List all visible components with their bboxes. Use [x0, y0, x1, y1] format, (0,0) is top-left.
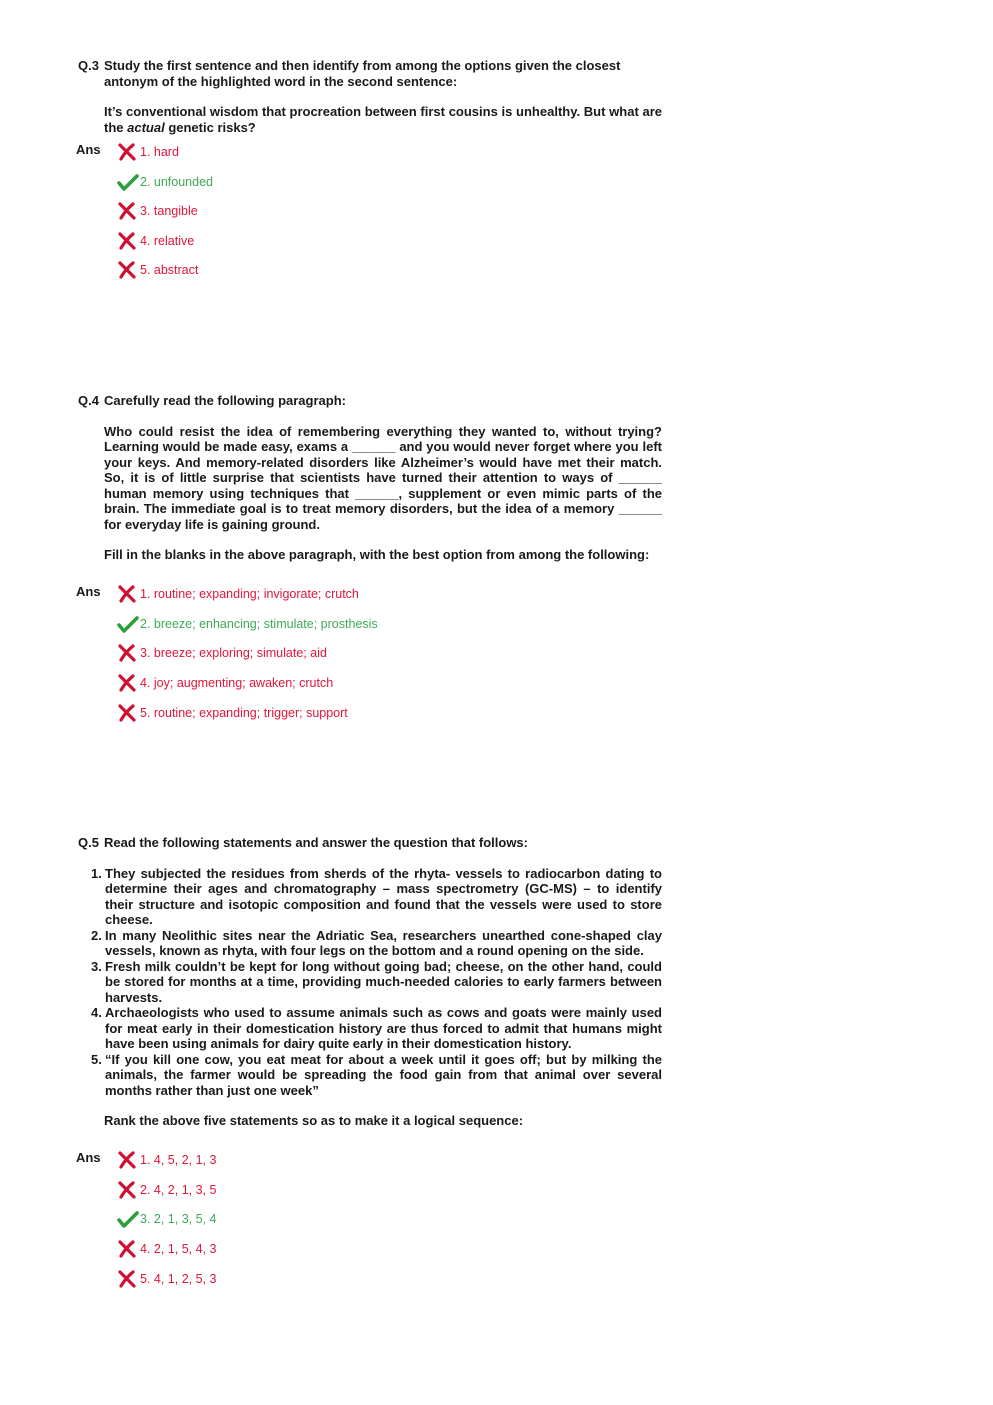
- question-instruction: Rank the above five statements so as to make it a logical sequence:: [104, 1113, 524, 1128]
- option-1[interactable]: 1. routine; expanding; invigorate; crutch: [116, 584, 359, 604]
- option-1[interactable]: 1. hard: [116, 142, 179, 162]
- statement-list: [65, 866, 662, 1099]
- cross-mark-icon: [116, 643, 140, 663]
- option-2[interactable]: 2. unfounded: [116, 172, 213, 192]
- question-5: [78, 835, 662, 1129]
- highlighted-word: actual: [127, 119, 165, 135]
- question-prompt: Read the following statements and answer the question that follows:: [104, 835, 528, 850]
- cross-mark-icon: [116, 1239, 140, 1259]
- option-3[interactable]: 3. breeze; exploring; simulate; aid: [116, 643, 327, 663]
- answer-label: Ans: [76, 142, 101, 157]
- option-5[interactable]: 5. routine; expanding; trigger; support: [116, 703, 348, 723]
- cross-mark-icon: [116, 1150, 140, 1170]
- question-prompt: Carefully read the following paragraph:: [104, 393, 346, 408]
- cross-mark-icon: [116, 231, 140, 251]
- cross-mark-icon: [116, 1180, 140, 1200]
- question-instruction: Fill in the blanks in the above paragraph, with the best option from among the following:: [104, 547, 650, 562]
- statement: 1. They subjected the residues from sherds of the rhyta- vessels to radiocarbon dating to determine their ages and chromatography – mass spectrometry (GC-MS) – to identify their structure and isotopic composition and found that the vessels were used to store cheese.: [91, 865, 662, 927]
- option-5[interactable]: 5. abstract: [116, 260, 198, 280]
- option-2[interactable]: 2. breeze; enhancing; stimulate; prosthesis: [116, 614, 378, 634]
- option-4[interactable]: 4. 2, 1, 5, 4, 3: [116, 1239, 216, 1259]
- check-mark-icon: [116, 1209, 140, 1229]
- statement: 5. “If you kill one cow, you eat meat for about a week until it goes off; but by milking the animals, the farmer would be spreading the food gain from that animal over several months rather than just one week”: [91, 1051, 662, 1098]
- option-5[interactable]: 5. 4, 1, 2, 5, 3: [116, 1269, 216, 1289]
- cross-mark-icon: [116, 673, 140, 693]
- answer-label: Ans: [76, 584, 101, 599]
- statement: 2. In many Neolithic sites near the Adriatic Sea, researchers unearthed cone-shaped clay vessels, known as rhyta, with four legs on the bottom and a round opening on the side.: [91, 927, 662, 958]
- answer-label: Ans: [76, 1150, 101, 1165]
- question-4: [78, 393, 662, 563]
- option-1[interactable]: 1. 4, 5, 2, 1, 3: [116, 1150, 216, 1170]
- option-2[interactable]: 2. 4, 2, 1, 3, 5: [116, 1180, 216, 1200]
- question-prompt: Study the first sentence and then identify from among the options given the closest antonym of the highlighted word in the second sentence:: [104, 58, 621, 89]
- question-passage: It’s conventional wisdom that procreation between first cousins is unhealthy. But what are the actual genetic risks?: [104, 104, 662, 135]
- option-4[interactable]: 4. relative: [116, 231, 194, 251]
- cross-mark-icon: [116, 260, 140, 280]
- option-3[interactable]: 3. 2, 1, 3, 5, 4: [116, 1209, 216, 1229]
- cross-mark-icon: [116, 1269, 140, 1289]
- statement: 3. Fresh milk couldn’t be kept for long without going bad; cheese, on the other hand, could be stored for months at a time, providing much-needed calories to early farmers between harvests.: [91, 958, 662, 1005]
- cross-mark-icon: [116, 142, 140, 162]
- cross-mark-icon: [116, 584, 140, 604]
- question-number: Q.5: [78, 835, 99, 850]
- question-number: Q.3: [78, 58, 99, 73]
- option-4[interactable]: 4. joy; augmenting; awaken; crutch: [116, 673, 333, 693]
- check-mark-icon: [116, 614, 140, 634]
- question-number: Q.4: [78, 393, 99, 408]
- statement: 4. Archaeologists who used to assume animals such as cows and goats were mainly used for meat early in their domestication history are thus forced to admit that humans might have been using animals for dairy quite early in their domestication history.: [91, 1005, 662, 1051]
- check-mark-icon: [116, 172, 140, 192]
- question-paragraph: Who could resist the idea of remembering everything they wanted to, without trying? Learning would be made easy, exams a ______ and you would never forget where you left your keys. And memory-related disorders like Alzheimer’s would have met their match. So, it is of little surprise that scientists have turned their attention to ways of ______ human memory using techniques that ______, supplement or even mimic parts of the brain. The immediate goal is to treat memory disorders, but the idea of a memory ______ for everyday life is gaining ground.: [104, 423, 662, 532]
- cross-mark-icon: [116, 703, 140, 723]
- cross-mark-icon: [116, 201, 140, 221]
- question-3: [78, 58, 662, 135]
- option-3[interactable]: 3. tangible: [116, 201, 198, 221]
